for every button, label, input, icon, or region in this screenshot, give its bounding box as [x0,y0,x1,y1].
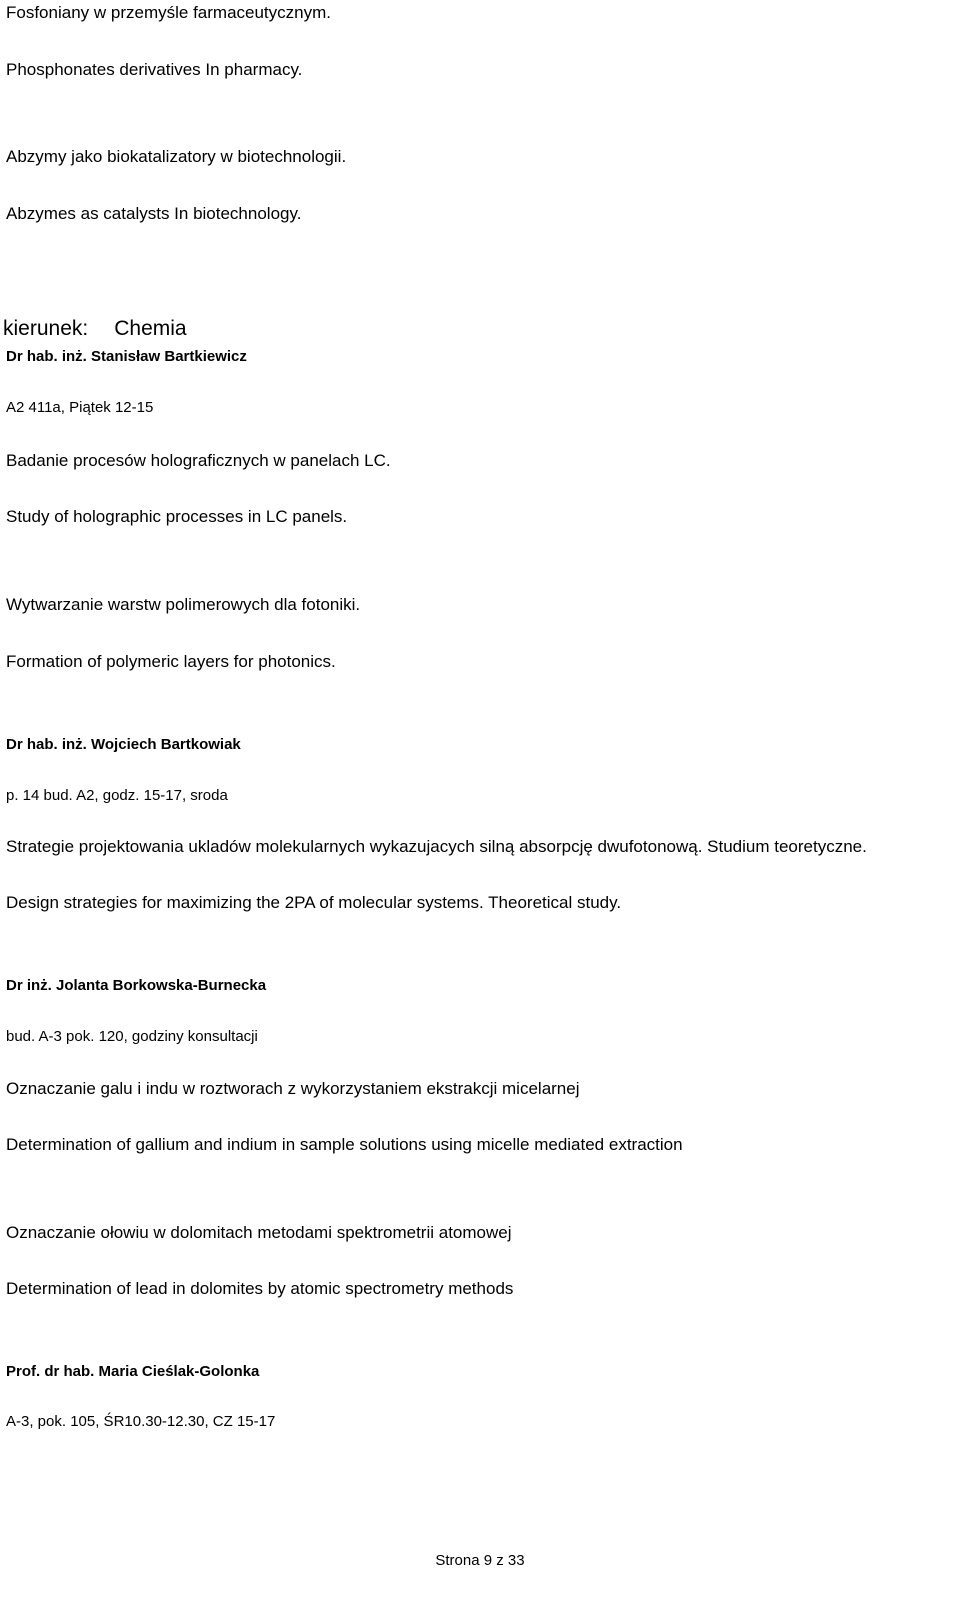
topic-en: Formation of polymeric layers for photonics. [6,652,336,671]
office-hours: A2 411a, Piątek 12-15 [6,399,154,416]
office-hours: p. 14 bud. A2, godz. 15-17, sroda [6,787,228,804]
office-hours: A-3, pok. 105, ŚR10.30-12.30, CZ 15-17 [6,1413,276,1430]
supervisor-name: Prof. dr hab. Maria Cieślak-Golonka [6,1363,260,1380]
office-hours: bud. A-3 pok. 120, godziny konsultacji [6,1028,258,1045]
topic-pl: Badanie procesów holograficznych w panelach LC. [6,451,391,470]
supervisor-name: Dr inż. Jolanta Borkowska-Burnecka [6,977,267,994]
topic-en: Determination of lead in dolomites by atomic spectrometry methods [6,1279,514,1298]
topic-en: Abzymes as catalysts In biotechnology. [6,204,302,223]
supervisor-name: Dr hab. inż. Wojciech Bartkowiak [6,736,241,753]
topic-pl: Oznaczanie galu i indu w roztworach z wykorzystaniem ekstrakcji micelarnej [6,1079,580,1098]
section-heading [3,318,187,339]
topic-pl: Abzymy jako biokatalizatory w biotechnologii. [6,147,347,166]
supervisor-name: Dr hab. inż. Stanisław Bartkiewicz [6,348,247,365]
topic-pl: Fosfoniany w przemyśle farmaceutycznym. [6,3,331,22]
topic-en: Design strategies for maximizing the 2PA of molecular systems. Theoretical study. [6,893,622,912]
topic-en: Study of holographic processes in LC panels. [6,507,348,526]
topic-en: Determination of gallium and indium in sample solutions using micelle mediated extraction [6,1135,683,1154]
page-number: Strona 9 z 33 [435,1552,525,1569]
heading-label: kierunek: [3,317,89,340]
topic-pl: Wytwarzanie warstw polimerowych dla fotoniki. [6,595,361,614]
topic-en: Phosphonates derivatives In pharmacy. [6,60,303,79]
topic-pl: Oznaczanie ołowiu w dolomitach metodami spektrometrii atomowej [6,1223,512,1242]
topic-pl: Strategie projektowania ukladów molekularnych wykazujacych silną absorpcję dwufotonową. Studium teoretyczne. [6,837,867,856]
heading-value: Chemia [114,317,187,340]
